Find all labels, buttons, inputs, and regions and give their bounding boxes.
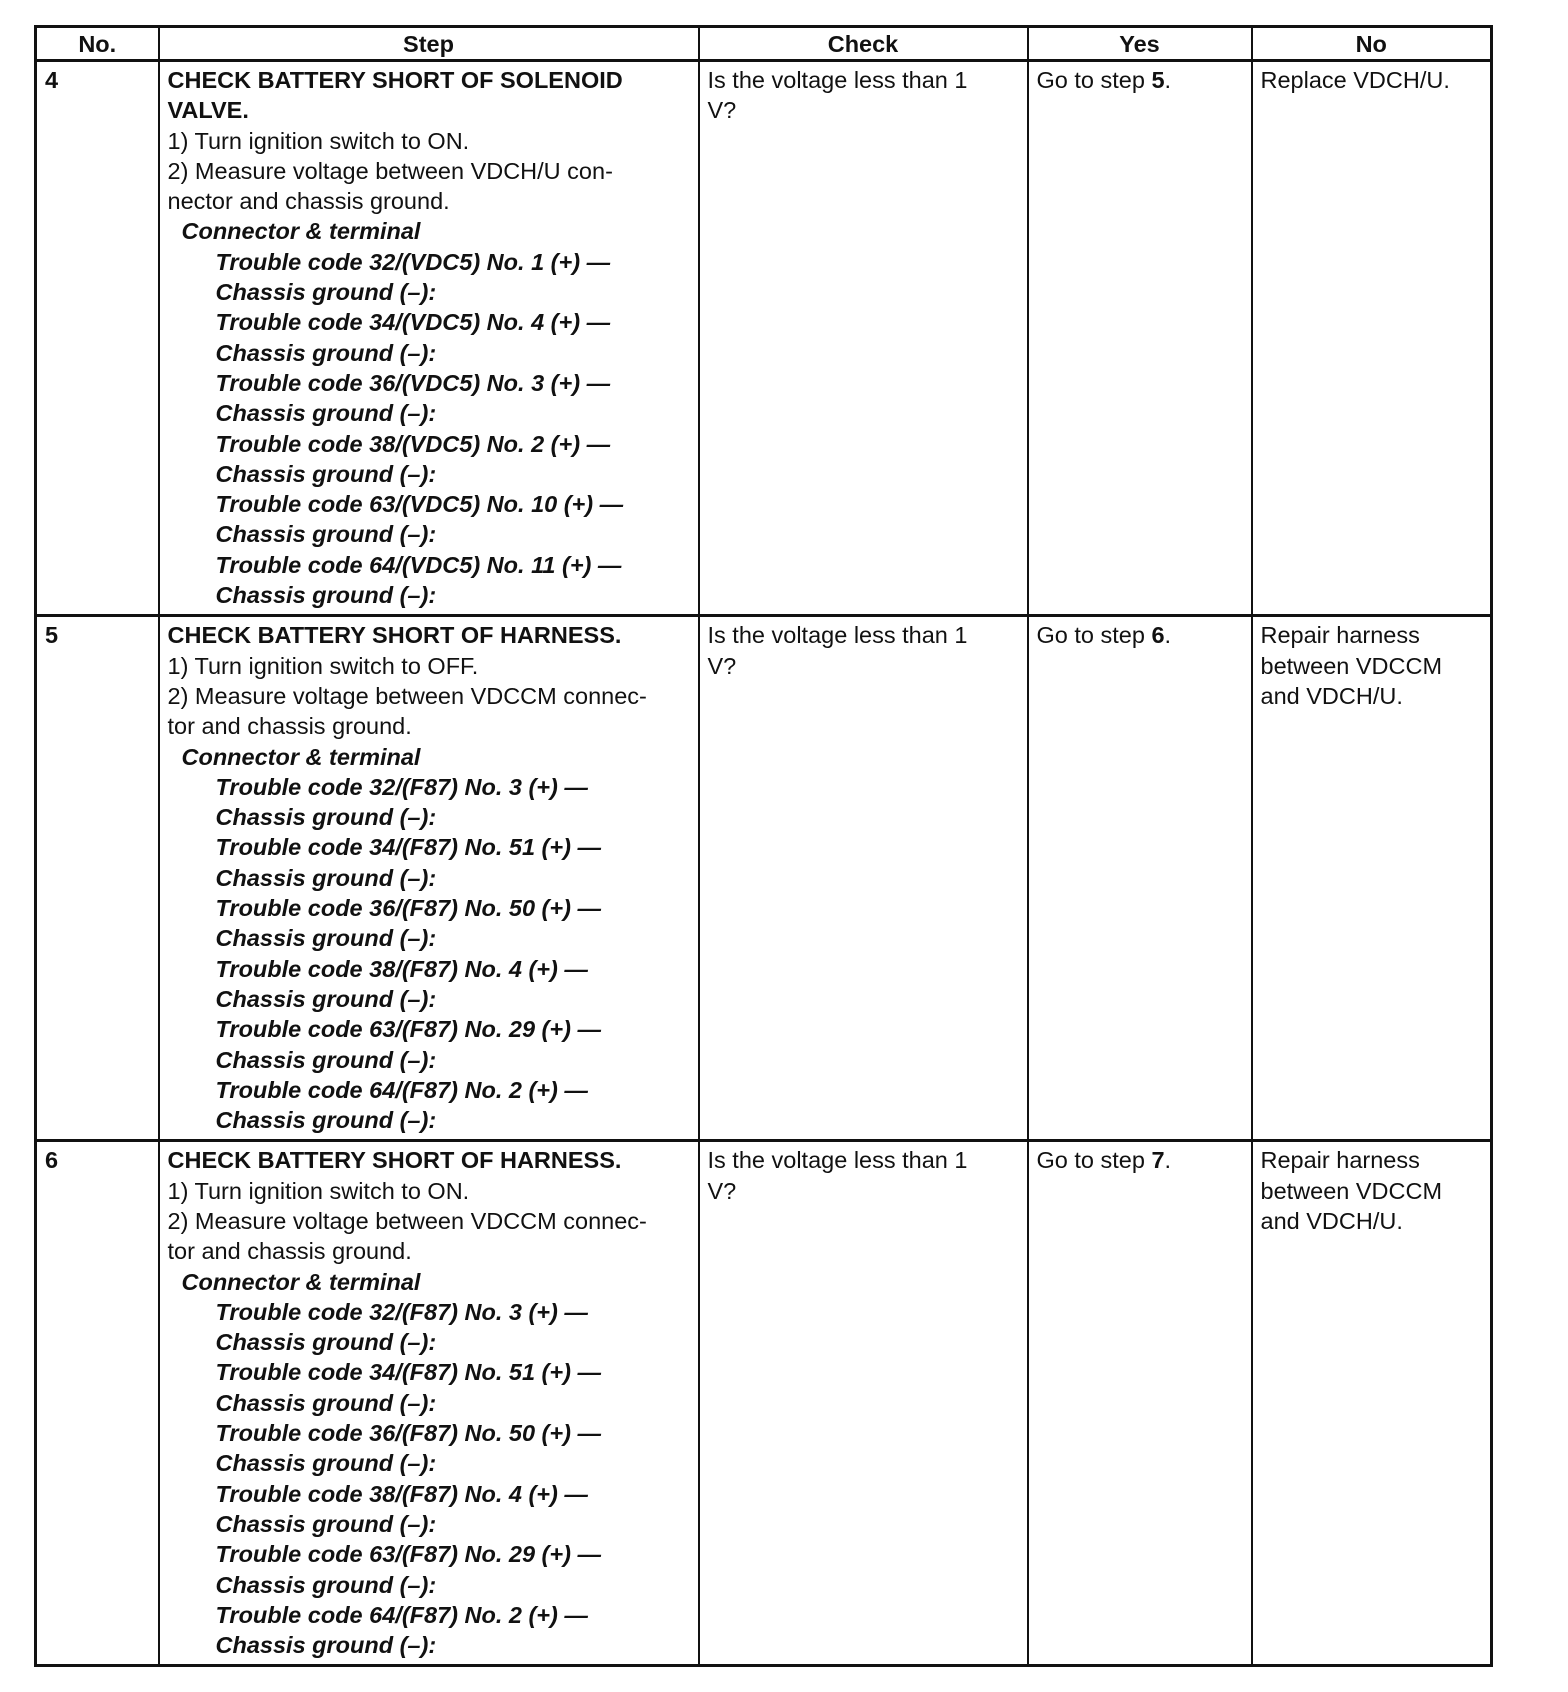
yes-prefix: Go to step xyxy=(1036,622,1152,649)
check-cell xyxy=(699,61,1028,616)
header-row xyxy=(36,27,1492,61)
terminal-trouble-code: Trouble code 38/(F87) No. 4 (+) — xyxy=(215,955,588,982)
yes-cell xyxy=(1028,616,1252,1141)
terminal-trouble-code: Trouble code 63/(F87) No. 29 (+) — xyxy=(215,1541,601,1568)
step-instruction: tor and chassis ground. xyxy=(167,713,412,740)
terminal-trouble-code: Trouble code 32/(F87) No. 3 (+) — xyxy=(215,773,588,800)
connector-terminal-heading: Connector & terminal xyxy=(181,1268,421,1295)
yes-prefix: Go to step xyxy=(1036,67,1152,93)
step-number-cell xyxy=(36,61,159,616)
terminal-chassis-ground: Chassis ground (–): xyxy=(215,1450,437,1477)
terminal-chassis-ground: Chassis ground (–): xyxy=(215,1046,437,1073)
step-number: 4 xyxy=(45,67,59,93)
terminal-chassis-ground: Chassis ground (–): xyxy=(215,985,437,1012)
yes-action xyxy=(1037,620,1243,650)
no-result-action: Repair harness xyxy=(1260,1147,1420,1174)
terminal-chassis-ground: Chassis ground (–): xyxy=(215,339,437,366)
yes-action xyxy=(1037,1145,1243,1175)
check-cell xyxy=(699,616,1028,1141)
connector-terminal-heading: Connector & terminal xyxy=(181,218,421,245)
terminal-chassis-ground: Chassis ground (–): xyxy=(215,804,437,831)
terminal-trouble-code: Trouble code 63/(VDC5) No. 10 (+) — xyxy=(215,491,624,518)
terminal-trouble-code: Trouble code 36/(VDC5) No. 3 (+) — xyxy=(215,369,611,396)
header-no: No. xyxy=(36,27,159,61)
step-description-cell xyxy=(159,616,699,1141)
header-check: Check xyxy=(699,27,1028,61)
header-step: Step xyxy=(159,27,699,61)
terminal-chassis-ground: Chassis ground (–): xyxy=(215,1571,437,1598)
no-result-action: and VDCH/U. xyxy=(1260,1207,1403,1234)
yes-suffix: . xyxy=(1164,67,1172,93)
check-question: V? xyxy=(707,97,737,124)
yes-prefix: Go to step xyxy=(1036,1147,1152,1174)
step-instruction: 1) Turn ignition switch to ON. xyxy=(167,127,470,154)
no-result-action: Repair harness xyxy=(1260,622,1420,649)
step-description-cell xyxy=(159,1141,699,1666)
no-result-action: between VDCCM xyxy=(1260,652,1443,679)
terminal-trouble-code: Trouble code 38/(F87) No. 4 (+) — xyxy=(215,1480,588,1507)
terminal-trouble-code: Trouble code 64/(F87) No. 2 (+) — xyxy=(215,1601,588,1628)
step-number: 6 xyxy=(45,1147,59,1174)
step-number-cell xyxy=(36,1141,159,1666)
check-question: Is the voltage less than 1 xyxy=(707,622,968,649)
check-question: V? xyxy=(707,652,737,679)
step-title: CHECK BATTERY SHORT OF SOLENOID xyxy=(167,67,623,93)
step-title: CHECK BATTERY SHORT OF HARNESS. xyxy=(167,622,622,649)
no-result-action: Replace VDCH/U. xyxy=(1260,67,1450,93)
terminal-trouble-code: Trouble code 38/(VDC5) No. 2 (+) — xyxy=(215,430,611,457)
step-number-cell xyxy=(36,616,159,1141)
terminal-chassis-ground: Chassis ground (–): xyxy=(215,279,437,306)
diagnostic-table xyxy=(34,25,1493,1667)
yes-step-number: 5 xyxy=(1151,67,1165,93)
yes-action xyxy=(1037,65,1243,95)
terminal-trouble-code: Trouble code 32/(VDC5) No. 1 (+) — xyxy=(215,248,611,275)
yes-cell xyxy=(1028,1141,1252,1666)
yes-step-number: 6 xyxy=(1151,622,1165,649)
yes-cell xyxy=(1028,61,1252,616)
header-no-result: No xyxy=(1252,27,1492,61)
terminal-trouble-code: Trouble code 34/(VDC5) No. 4 (+) — xyxy=(215,309,611,336)
step-instruction: 1) Turn ignition switch to OFF. xyxy=(167,652,479,679)
table-row xyxy=(36,616,1492,1141)
step-instruction: 2) Measure voltage between VDCCM connec- xyxy=(167,1207,647,1234)
terminal-chassis-ground: Chassis ground (–): xyxy=(215,1329,437,1356)
terminal-trouble-code: Trouble code 64/(VDC5) No. 11 (+) — xyxy=(215,551,622,578)
terminal-chassis-ground: Chassis ground (–): xyxy=(215,864,437,891)
step-title: VALVE. xyxy=(167,97,249,124)
terminal-trouble-code: Trouble code 32/(F87) No. 3 (+) — xyxy=(215,1298,588,1325)
yes-suffix: . xyxy=(1164,1147,1172,1174)
check-question: Is the voltage less than 1 xyxy=(707,1147,968,1174)
table-body xyxy=(36,61,1492,1666)
terminal-chassis-ground: Chassis ground (–): xyxy=(215,1107,437,1134)
check-question: Is the voltage less than 1 xyxy=(707,67,968,93)
header-yes: Yes xyxy=(1028,27,1252,61)
no-result-action: and VDCH/U. xyxy=(1260,682,1403,709)
step-instruction: 2) Measure voltage between VDCH/U con- xyxy=(167,157,613,184)
step-description-cell xyxy=(159,61,699,616)
terminal-chassis-ground: Chassis ground (–): xyxy=(215,521,437,548)
check-question: V? xyxy=(707,1177,737,1204)
terminal-chassis-ground: Chassis ground (–): xyxy=(215,1632,437,1659)
step-instruction: 1) Turn ignition switch to ON. xyxy=(167,1177,470,1204)
yes-step-number: 7 xyxy=(1151,1147,1165,1174)
step-instruction: nector and chassis ground. xyxy=(167,188,450,215)
terminal-trouble-code: Trouble code 36/(F87) No. 50 (+) — xyxy=(215,895,601,922)
terminal-chassis-ground: Chassis ground (–): xyxy=(215,1389,437,1416)
no-result-cell xyxy=(1252,1141,1492,1666)
terminal-chassis-ground: Chassis ground (–): xyxy=(215,925,437,952)
terminal-trouble-code: Trouble code 34/(F87) No. 51 (+) — xyxy=(215,834,601,861)
terminal-chassis-ground: Chassis ground (–): xyxy=(215,582,437,609)
table-row xyxy=(36,1141,1492,1666)
table-row xyxy=(36,61,1492,616)
terminal-trouble-code: Trouble code 63/(F87) No. 29 (+) — xyxy=(215,1016,601,1043)
step-title: CHECK BATTERY SHORT OF HARNESS. xyxy=(167,1147,622,1174)
connector-terminal-heading: Connector & terminal xyxy=(181,743,421,770)
yes-suffix: . xyxy=(1164,622,1172,649)
terminal-chassis-ground: Chassis ground (–): xyxy=(215,1510,437,1537)
step-instruction: tor and chassis ground. xyxy=(167,1238,412,1265)
no-result-cell xyxy=(1252,61,1492,616)
terminal-trouble-code: Trouble code 36/(F87) No. 50 (+) — xyxy=(215,1420,601,1447)
terminal-chassis-ground: Chassis ground (–): xyxy=(215,460,437,487)
terminal-chassis-ground: Chassis ground (–): xyxy=(215,400,437,427)
step-instruction: 2) Measure voltage between VDCCM connec- xyxy=(167,682,647,709)
no-result-cell xyxy=(1252,616,1492,1141)
step-number: 5 xyxy=(45,622,59,649)
no-result-action: between VDCCM xyxy=(1260,1177,1443,1204)
terminal-trouble-code: Trouble code 64/(F87) No. 2 (+) — xyxy=(215,1076,588,1103)
check-cell xyxy=(699,1141,1028,1666)
terminal-trouble-code: Trouble code 34/(F87) No. 51 (+) — xyxy=(215,1359,601,1386)
